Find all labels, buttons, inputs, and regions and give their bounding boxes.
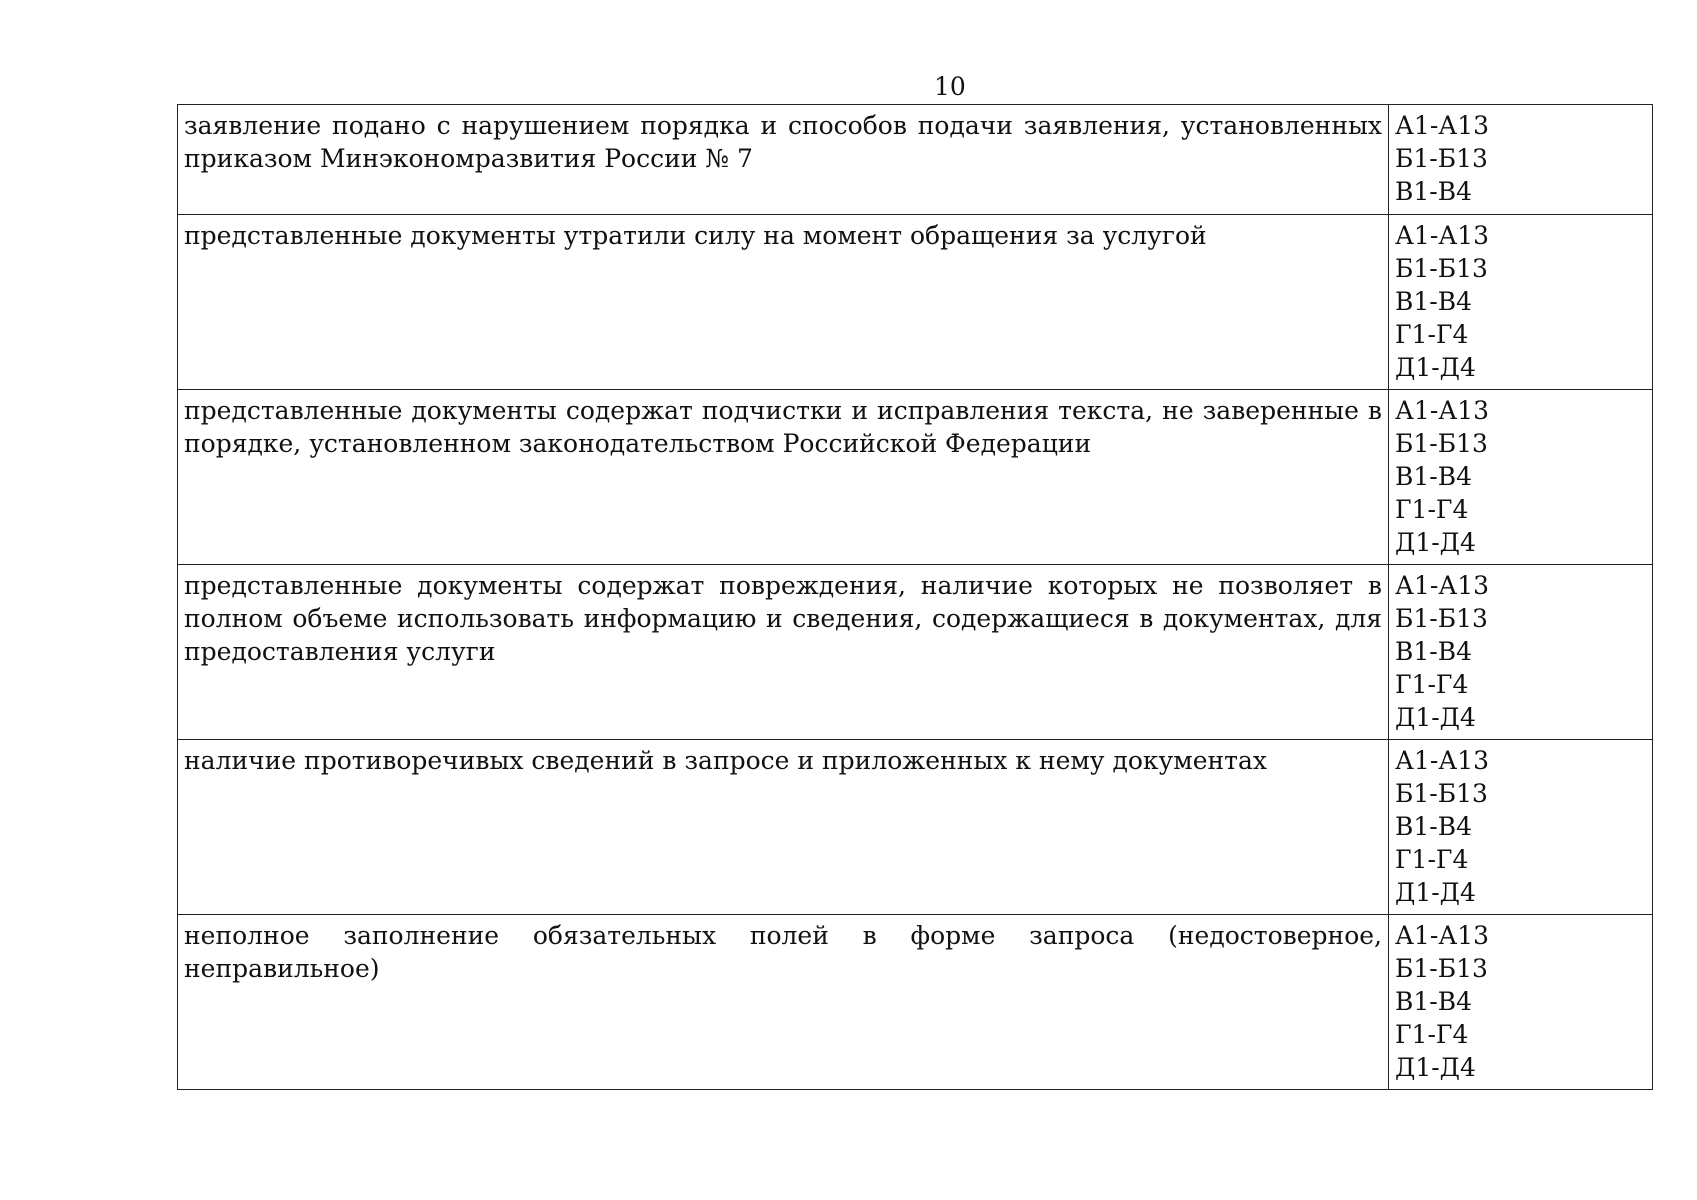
reason-text: представленные документы содержат подчистки и исправления текста, не заверенные в порядке, установленном законодательством Российской Федерации [184,396,1382,458]
code-item: Д1-Д4 [1395,703,1476,732]
code-item: А1-А13 [1395,746,1490,775]
codes-cell [1389,740,1653,915]
code-item: Б1-Б13 [1395,144,1488,173]
codes-cell [1389,215,1653,390]
table-row [178,215,1653,390]
code-item: Б1-Б13 [1395,779,1488,808]
code-item: Г1-Г4 [1395,670,1469,699]
reason-cell [178,215,1389,390]
reason-cell [178,105,1389,215]
code-item: Б1-Б13 [1395,954,1488,983]
reason-cell [178,740,1389,915]
table-row [178,390,1653,565]
page-number-text: 10 [934,72,966,101]
code-item: Б1-Б13 [1395,254,1488,283]
code-item: В1-В4 [1395,987,1473,1016]
code-item: В1-В4 [1395,177,1473,206]
code-item: А1-А13 [1395,396,1490,425]
table-row [178,915,1653,1090]
code-item: Д1-Д4 [1395,1053,1476,1082]
reason-cell [178,390,1389,565]
code-item: Д1-Д4 [1395,353,1476,382]
code-item: Д1-Д4 [1395,878,1476,907]
code-item: А1-А13 [1395,221,1490,250]
reason-cell [178,915,1389,1090]
code-item: В1-В4 [1395,637,1473,666]
codes-cell [1389,915,1653,1090]
codes-cell [1389,390,1653,565]
code-item: Г1-Г4 [1395,495,1469,524]
grounds-table [177,104,1653,1090]
code-item: В1-В4 [1395,287,1473,316]
code-item: Г1-Г4 [1395,1020,1469,1049]
code-item: А1-А13 [1395,111,1490,140]
code-item: А1-А13 [1395,921,1490,950]
codes-cell [1389,565,1653,740]
code-item: Г1-Г4 [1395,320,1469,349]
table-row [178,740,1653,915]
code-item: А1-А13 [1395,571,1490,600]
code-item: Б1-Б13 [1395,429,1488,458]
code-item: В1-В4 [1395,812,1473,841]
code-item: В1-В4 [1395,462,1473,491]
code-item: Г1-Г4 [1395,845,1469,874]
code-item: Б1-Б13 [1395,604,1488,633]
reason-text: представленные документы утратили силу на момент обращения за услугой [184,221,1207,250]
reason-text: неполное заполнение обязательных полей в форме запроса (недостоверное, неправильное) [184,921,1382,983]
reason-text: заявление подано с нарушением порядка и способов подачи заявления, установленных приказом Минэкономразвития России № 7 [184,111,1382,173]
reason-cell [178,565,1389,740]
reason-text: наличие противоречивых сведений в запросе и приложенных к нему документах [184,746,1267,775]
reason-text: представленные документы содержат повреждения, наличие которых не позволяет в полном объеме использовать информацию и сведения, содержащиеся в документах, для предоставления услуги [184,571,1382,666]
codes-cell [1389,105,1653,215]
table-row [178,105,1653,215]
table-row [178,565,1653,740]
code-item: Д1-Д4 [1395,528,1476,557]
